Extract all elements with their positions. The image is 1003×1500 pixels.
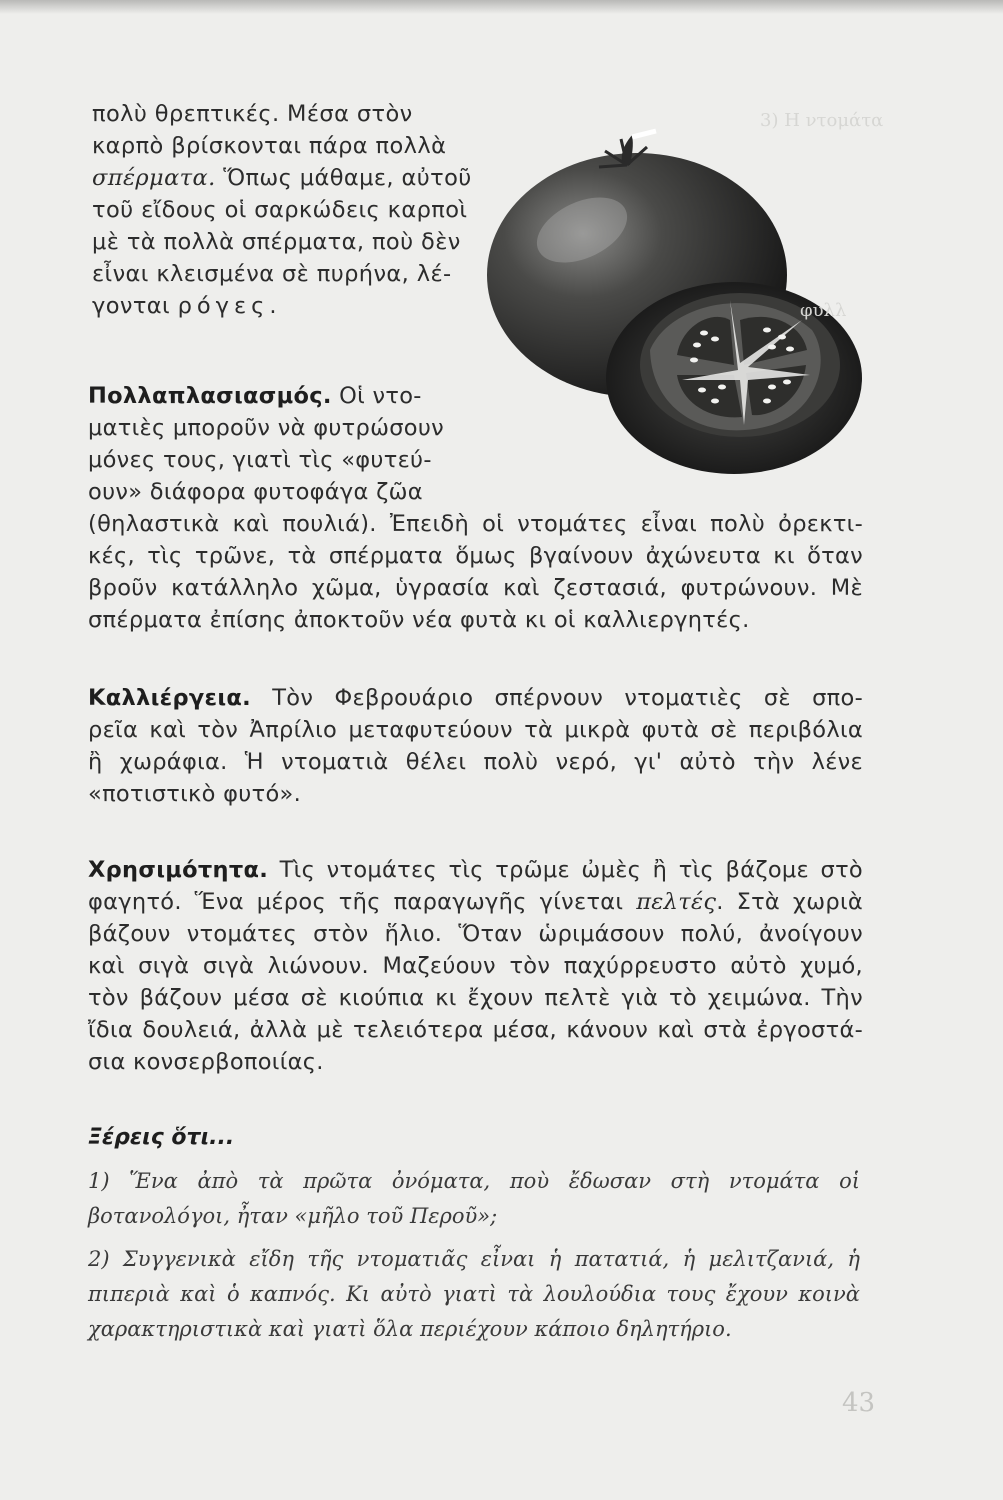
fact-line: πιπεριὰ καὶ ὁ καπνός. Κι αὐτὸ γιατὶ τὰ λουλούδια τους ἔχουν κοινὰ xyxy=(88,1282,860,1306)
show-through-text: φυλλ xyxy=(800,300,847,321)
text-line: καρπὸ βρίσκονται πάρα πολλὰ xyxy=(92,133,447,159)
text-line: βάζουν ντομάτες στὸν ἥλιο. Ὅταν ὡριμάσουν πολύ, ἀνοίγουν xyxy=(88,921,863,947)
text-line: κές, τὶς τρῶνε, τὰ σπέρματα ὅμως βγαίνουν ἀχώνευτα κι ὅταν xyxy=(88,543,863,569)
heading-usefulness: Χρησιμότητα. xyxy=(88,857,269,883)
text-line xyxy=(88,886,863,918)
text-fragment: φαγητό. Ἕνα μέρος τῆς παραγωγῆς γίνεται xyxy=(88,889,637,915)
show-through-text: 3) Η ντομάτα xyxy=(760,110,884,131)
text-line: μὲ τὰ πολλὰ σπέρματα, ποὺ δὲν xyxy=(92,229,461,255)
fact-line: 1) Ἕνα ἀπὸ τὰ πρῶτα ὀνόματα, ποὺ ἔδωσαν στὴ ντομάτα οἱ xyxy=(88,1169,860,1193)
text-fragment: . xyxy=(269,293,277,319)
fact-line: βοτανολόγοι, ἦταν «μῆλο τοῦ Περοῦ»; xyxy=(88,1204,498,1228)
text-line: ἴδια δουλειά, ἀλλὰ μὲ τελειότερα μέσα, κάνουν καὶ στὰ ἐργοστά- xyxy=(88,1017,863,1043)
text-line: τοῦ εἴδους οἱ σαρκώδεις καρποὶ xyxy=(92,197,468,223)
text-line xyxy=(88,854,863,886)
text-line: εἶναι κλεισμένα σὲ πυρήνα, λέ- xyxy=(92,261,452,287)
page-number: 43 xyxy=(842,1388,876,1418)
text-line xyxy=(92,290,457,322)
term-spermata: σπέρματα. xyxy=(92,165,216,191)
heading-did-you-know: Ξέρεις ὅτι... xyxy=(88,1125,235,1150)
heading-multiplication: Πολλαπλασιασμός. xyxy=(88,383,332,409)
text-line: «ποτιστικὸ φυτό». xyxy=(88,781,302,807)
text-line: σπέρματα ἐπίσης ἀποκτοῦν νέα φυτὰ κι οἱ καλλιεργητές. xyxy=(88,607,750,633)
text-line xyxy=(88,380,863,412)
text-line: ἢ χωράφια. Ἡ ντοματιὰ θέλει πολὺ νερό, γι' αὐτὸ τὴν λένε xyxy=(88,749,863,775)
fact-line: χαρακτηριστικὰ καὶ γιατὶ ὅλα περιέχουν κάποιο δηλητήριο. xyxy=(88,1317,732,1341)
text-fragment: γονται xyxy=(92,293,178,319)
text-fragment: Τὶς ντομάτες τὶς τρῶμε ὠμὲς ἢ τὶς βάζομε στὸ xyxy=(268,857,863,883)
text-line xyxy=(88,682,863,714)
text-line: τὸν βάζουν μέσα σὲ κιούπια κι ἔχουν πελτὲ γιὰ τὸ χειμώνα. Τὴν xyxy=(88,985,863,1011)
term-roges: ρόγες xyxy=(177,293,270,319)
text-line: ουν» διάφορα φυτοφάγα ζῶα xyxy=(88,479,423,505)
section-usefulness xyxy=(88,854,863,1078)
text-line: (θηλαστικὰ καὶ πουλιά). Ἐπειδὴ οἱ ντομάτες εἶναι πολὺ ὀρεκτι- xyxy=(88,511,863,537)
text-line: ρεῖα καὶ τὸν Ἀπρίλιο μεταφυτεύουν τὰ μικρὰ φυτὰ σὲ περιβόλια xyxy=(88,717,863,743)
text-line: πολὺ θρεπτικές. Μέσα στὸν xyxy=(92,101,413,127)
text-line: ματιὲς μποροῦν νὰ φυτρώσουν xyxy=(88,415,445,441)
intro-paragraph xyxy=(92,98,472,322)
term-peltes: πελτές xyxy=(636,889,717,915)
text-line: βροῦν κατάλληλο χῶμα, ὑγρασία καὶ ζεστασιά, φυτρώνουν. Μὲ xyxy=(88,575,863,601)
section-multiplication xyxy=(88,380,863,636)
text-fragment: Τὸν Φεβρουάριο σπέρνουν ντοματιὲς σὲ σπο- xyxy=(251,685,863,711)
text-line: σια κονσερβοποιίας. xyxy=(88,1049,324,1075)
text-line: μόνες τους, γιατὶ τὶς «φυτεύ- xyxy=(88,447,432,473)
text-line: καὶ σιγὰ σιγὰ λιώνουν. Μαζεύουν τὸν παχύρρευστο αὐτὸ χυμό, xyxy=(88,953,863,979)
text-line xyxy=(92,162,472,194)
fact-line: 2) Συγγενικὰ εἴδη τῆς ντοματιᾶς εἶναι ἡ πατατιά, ἡ μελιτζανιά, ἡ xyxy=(88,1247,860,1271)
did-you-know-list xyxy=(88,1164,860,1347)
text-fragment: Οἱ ντο- xyxy=(331,383,422,409)
text-fragment: Ὅπως μάθαμε, αὐτοῦ xyxy=(215,165,472,191)
page-top-shadow xyxy=(0,0,1003,14)
text-fragment: . Στὰ χωριὰ xyxy=(716,889,863,915)
heading-cultivation: Καλλιέργεια. xyxy=(88,685,251,711)
section-cultivation xyxy=(88,682,863,810)
